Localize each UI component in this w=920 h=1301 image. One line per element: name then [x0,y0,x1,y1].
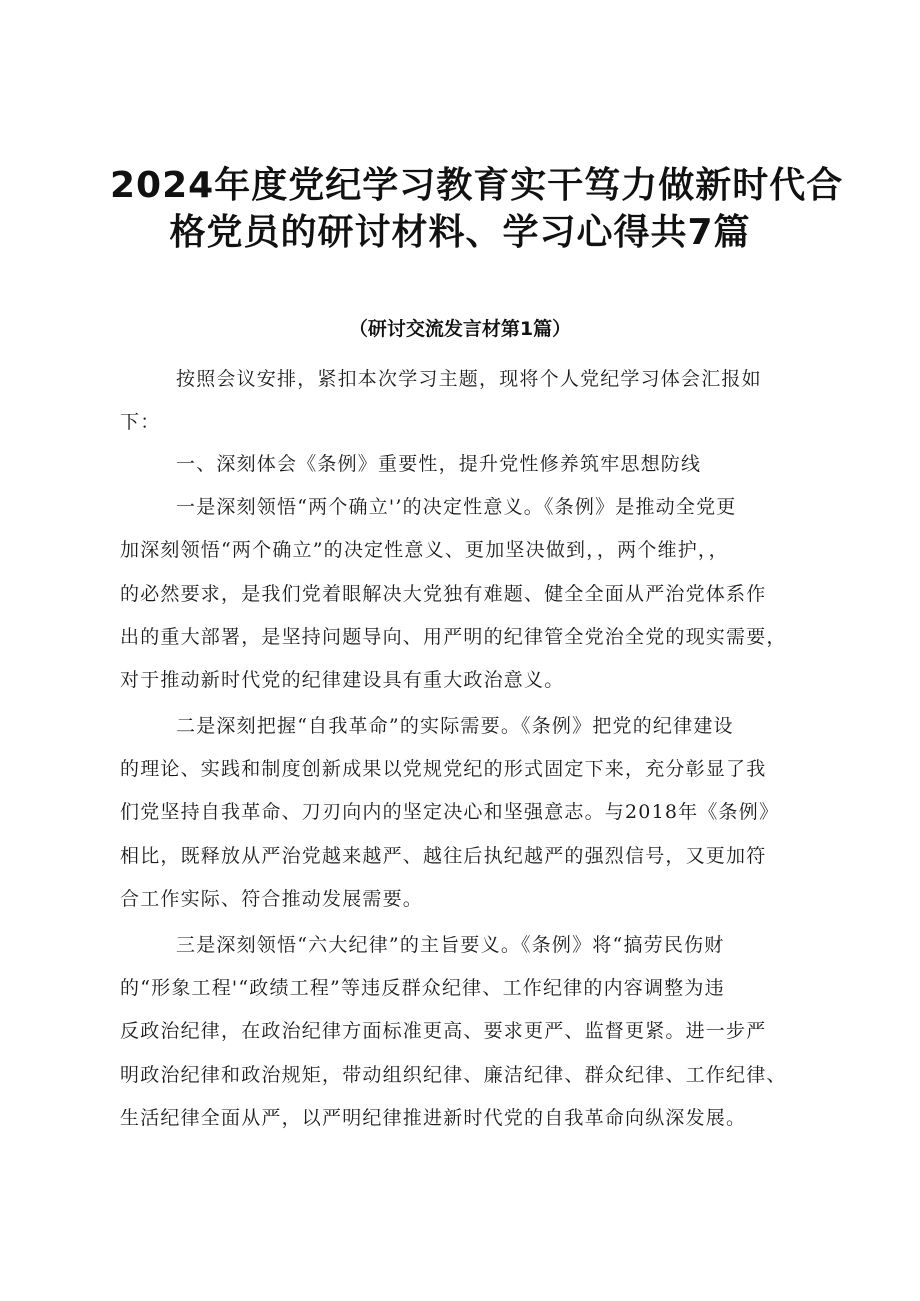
paragraph-line: 二是深刻把握“自我革命”的实际需要。《条例》把党的纪律建设 [176,715,734,737]
document-title-line-2: 格党员的研讨材料、学习心得共7篇 [169,212,751,253]
paragraph-line: 明政治纪律和政治规矩，带动组织纪律、廉洁纪律、群众纪律、工作纪律、 [120,1064,787,1086]
paragraph-line: 反政治纪律，在政治纪律方面标准更高、要求更严、监督更紧。进一步严 [120,1020,767,1042]
section-heading: 一、深刻体会《条例》重要性，提升党性修养筑牢思想防线 [176,453,702,475]
document-title-line-1: 2024年度党纪学习教育实干笃力做新时代合 [110,165,844,206]
paragraph-line: 对于推动新时代党的纪律建设具有重大政治意义。 [120,669,565,691]
paragraph-line: 下： [120,411,161,433]
paragraph-line: 的必然要求，是我们党着眼解决大党独有难题、健全全面从严治党体系作 [120,583,767,605]
section-subtitle: （研讨交流发言材第1篇） [348,318,572,340]
paragraph-line: 加深刻领悟“两个确立”的决定性意义、更加坚决做到，，两个维护，， [120,539,729,561]
paragraph-line: 的理论、实践和制度创新成果以党规党纪的形式固定下来，充分彰显了我 [120,758,767,780]
paragraph-line: 出的重大部署，是坚持问题导向、用严明的纪律管全党治全党的现实需要， [120,626,787,648]
paragraph-line: 按照会议安排，紧扣本次学习主题，现将个人党纪学习体会汇报如 [176,368,762,390]
paragraph-line: 相比，既释放从严治党越来越严、越往后执纪越严的强烈信号，又更加符 [120,845,767,867]
paragraph-line: 生活纪律全面从严，以严明纪律推进新时代党的自我革命向纵深发展。 [120,1107,747,1129]
paragraph-line: 三是深刻领悟“六大纪律”的主旨要义。《条例》将“搞劳民伤财 [176,934,725,956]
paragraph-line: 的“形象工程'“政绩工程”等违反群众纪律、工作纪律的内容调整为违 [120,977,725,999]
paragraph-line: 们党坚持自我革命、刀刃向内的坚定决心和坚强意志。与2018年《条例》 [120,801,780,823]
paragraph-line: 合工作实际、符合推动发展需要。 [120,888,424,910]
paragraph-line: 一是深刻领悟“两个确立'’的决定性意义。《条例》是推动全党更 [176,496,737,518]
